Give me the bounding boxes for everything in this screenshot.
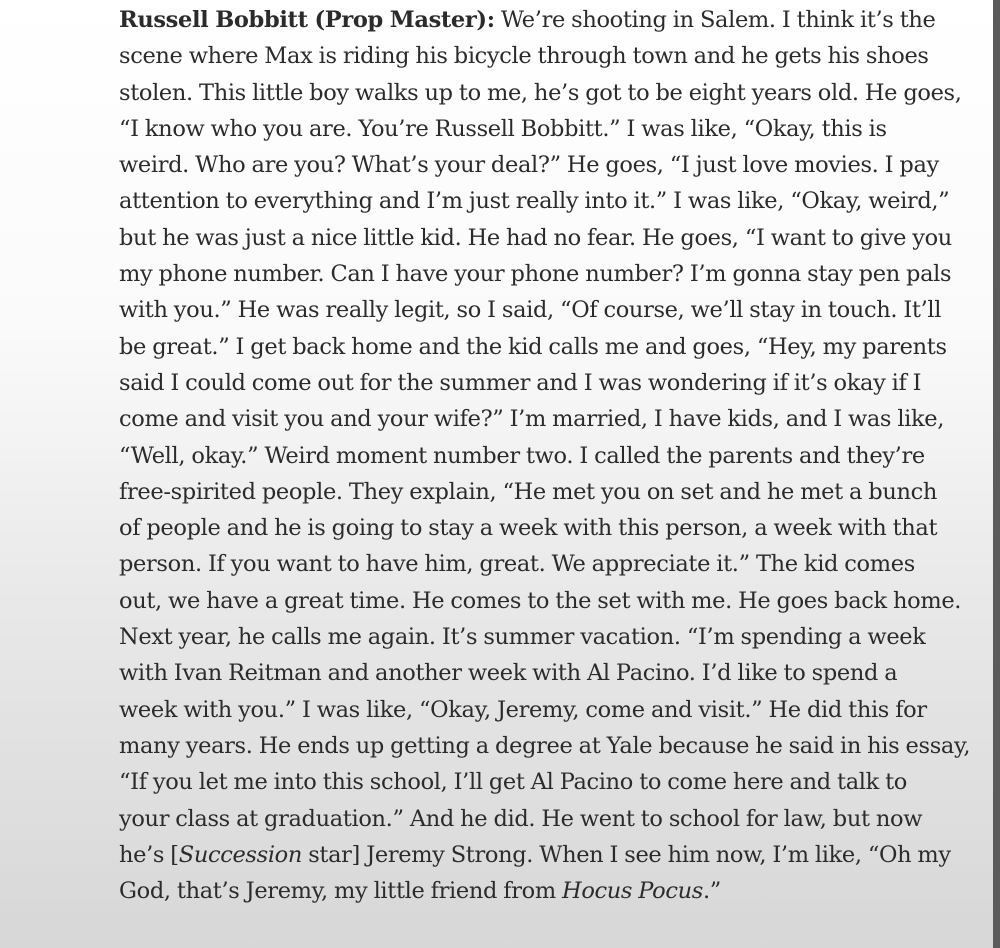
quote-text-block [119,2,985,909]
text-line: “Well, okay.” Weird moment number two. I called the parents and they’re [119,442,925,469]
text-line: many years. He ends up getting a degree at Yale because he said in his essay, [119,732,971,759]
text-line: with you.” He was really legit, so I said, “Of course, we’ll stay in touch. It’ll [119,297,942,324]
text-line: person. If you want to have him, great. We appreciate it.” The kid comes [119,551,915,578]
text-line: my phone number. Can I have your phone number? I’m gonna stay pen pals [119,261,952,288]
text-line: of people and he is going to stay a week with this person, a week with that [119,515,938,542]
text-line: stolen. This little boy walks up to me, he’s got to be eight years old. He goes, [119,79,962,106]
text-line: free-spirited people. They explain, “He met you on set and he met a bunch [119,478,938,505]
text-line: said I could come out for the summer and I was wondering if it’s okay if I [119,369,922,396]
speaker-label: Russell Bobbitt (Prop Master): [119,7,495,33]
text-segment: star] Jeremy Strong. When I see him now, I’m like, “Oh my [302,841,951,868]
text-line: weird. Who are you? What’s your deal?” He goes, “I just love movies. I pay [119,152,939,179]
text-line: but he was just a nice little kid. He had no fear. He goes, “I want to give you [119,224,952,251]
text-line [119,873,985,909]
text-line: out, we have a great time. He comes to the set with me. He goes back home. [119,587,962,614]
text-line: week with you.” I was like, “Okay, Jeremy, come and visit.” He did this for [119,696,927,723]
right-edge-bar [993,0,1000,948]
text-segment: he’s [ [119,841,179,868]
text-line: attention to everything and I’m just really into it.” I was like, “Okay, weird,” [119,188,950,215]
text-line: come and visit you and your wife?” I’m married, I have kids, and I was like, [119,406,945,433]
text-line: Next year, he calls me again. It’s summer vacation. “I’m spending a week [119,624,926,651]
text-segment: .” [702,878,721,905]
text-segment: God, that’s Jeremy, my little friend from [119,878,563,905]
text-line: “I know who you are. You’re Russell Bobbitt.” I was like, “Okay, this is [119,115,887,142]
text-line: scene where Max is riding his bicycle through town and he gets his shoes [119,43,929,70]
text-line-content: We’re shooting in Salem. I think it’s the [494,7,936,33]
film-title-hocus-pocus: Hocus Pocus [562,878,703,905]
text-line: with Ivan Reitman and another week with Al Pacino. I’d like to spend a [119,660,898,687]
show-title-succession: Succession [178,841,302,868]
text-line: be great.” I get back home and the kid calls me and goes, “Hey, my parents [119,333,947,360]
text-line: “If you let me into this school, I’ll get Al Pacino to come here and talk to [119,769,907,796]
text-line: your class at graduation.” And he did. He went to school for law, but now [119,805,923,832]
text-line [119,2,985,38]
text-line [119,837,985,873]
